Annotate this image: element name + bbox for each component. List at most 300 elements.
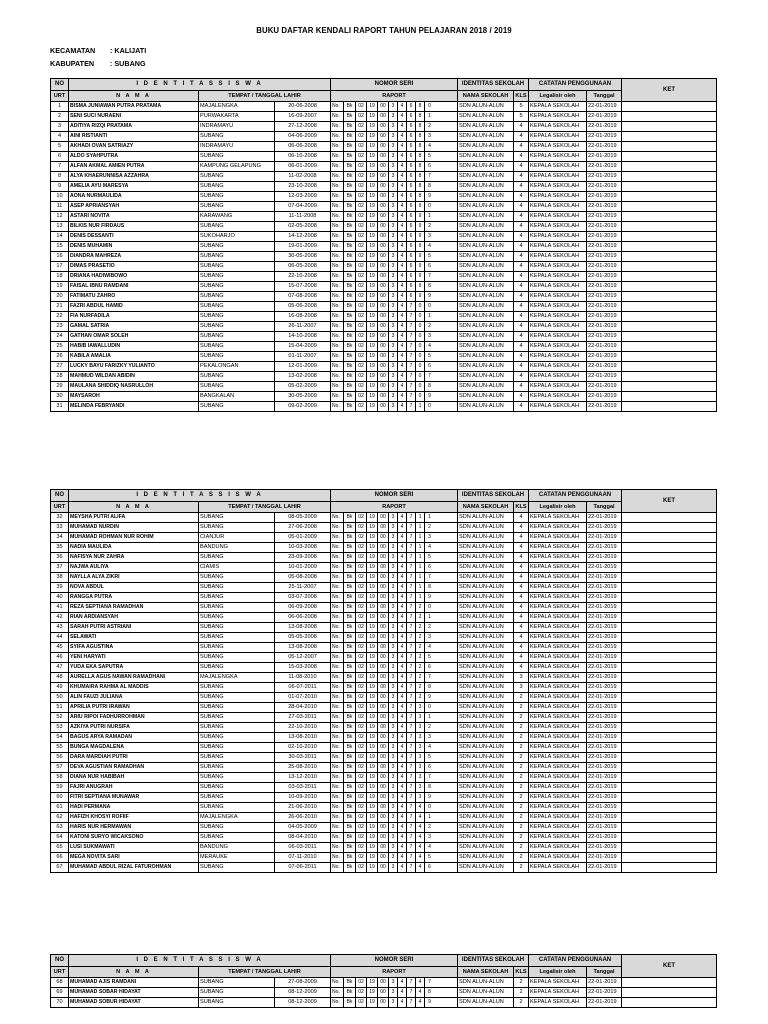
birth-date: 02-05-2008 xyxy=(275,222,331,232)
row-number: 63 xyxy=(51,823,69,833)
class-level: 4 xyxy=(514,152,529,162)
ket-cell xyxy=(622,603,717,613)
serial-part: 02 xyxy=(356,102,367,111)
school-name: SDN ALUN-ALUN xyxy=(458,683,514,693)
student-name: RANGGA PUTRA xyxy=(69,593,199,603)
serial-part: 00 xyxy=(378,753,389,762)
serial-part: 3 xyxy=(428,233,431,239)
serial-part: 4 xyxy=(398,102,407,111)
serial-part: 7 xyxy=(407,793,416,802)
serial-part: 4 xyxy=(398,372,407,381)
serial-part: 4 xyxy=(398,302,407,311)
serial-part: 2 xyxy=(416,643,425,652)
serial-number xyxy=(331,312,458,322)
birth-place: SUBANG xyxy=(199,242,275,252)
serial-part: 4 xyxy=(416,863,425,872)
row-number: 55 xyxy=(51,743,69,753)
serial-part: 9 xyxy=(416,242,425,251)
birth-place: MAJALENGKA xyxy=(199,673,275,683)
birth-place: SUBANG xyxy=(199,372,275,382)
serial-part: 00 xyxy=(378,162,389,171)
row-number: 40 xyxy=(51,593,69,603)
student-name: APRILIA PUTRI IRAWAN xyxy=(69,703,199,713)
row-number: 14 xyxy=(51,232,69,242)
serial-number xyxy=(331,773,458,783)
serial-part: 00 xyxy=(378,553,389,562)
serial-part: 00 xyxy=(378,823,389,832)
legalized-by: KEPALA SEKOLAH xyxy=(529,978,587,988)
serial-part: 7 xyxy=(428,774,431,780)
birth-date: 15-04-2009 xyxy=(275,342,331,352)
ket-cell xyxy=(622,763,717,773)
legalized-by: KEPALA SEKOLAH xyxy=(529,713,587,723)
serial-part: 0 xyxy=(416,322,425,331)
serial-part: No. xyxy=(331,232,344,241)
serial-number xyxy=(331,803,458,813)
serial-part: No. xyxy=(331,673,344,682)
serial-part: 02 xyxy=(356,653,367,662)
serial-part: 1 xyxy=(428,614,431,620)
row-number: 6 xyxy=(51,152,69,162)
serial-part: 7 xyxy=(407,683,416,692)
usage-date: 22-01-2019 xyxy=(587,703,622,713)
serial-part: 4 xyxy=(398,332,407,341)
table-row xyxy=(51,723,717,733)
serial-number xyxy=(331,152,458,162)
serial-number xyxy=(331,372,458,382)
table-row xyxy=(51,563,717,573)
serial-part: 3 xyxy=(389,533,398,542)
row-number: 48 xyxy=(51,673,69,683)
school-name: SDN ALUN-ALUN xyxy=(458,122,514,132)
serial-part: 3 xyxy=(416,773,425,782)
student-name: AURELLA AGUS NAWAN RAMADHANI xyxy=(69,673,199,683)
birth-date: 20-06-2008 xyxy=(275,102,331,112)
serial-part: 19 xyxy=(367,312,378,321)
usage-date: 22-01-2019 xyxy=(587,212,622,222)
class-level: 4 xyxy=(514,172,529,182)
serial-part: 02 xyxy=(356,172,367,181)
col-raport: RAPORT xyxy=(331,501,458,513)
student-name: ALFAN AKMAL AMIEN PUTRA xyxy=(69,162,199,172)
col-kls: KLS xyxy=(514,501,529,513)
usage-date: 22-01-2019 xyxy=(587,863,622,873)
serial-part: 5 xyxy=(428,854,431,860)
serial-part: 02 xyxy=(356,843,367,852)
serial-part: 4 xyxy=(398,673,407,682)
col-raport: RAPORT xyxy=(331,90,458,102)
birth-date: 16-08-2008 xyxy=(275,312,331,322)
serial-part: No. xyxy=(331,978,344,987)
serial-part: 4 xyxy=(398,998,407,1007)
serial-part: 3 xyxy=(389,172,398,181)
usage-date: 22-01-2019 xyxy=(587,513,622,523)
student-name: DENIS MUHAMIN xyxy=(69,242,199,252)
serial-part: 19 xyxy=(367,392,378,401)
class-level: 2 xyxy=(514,803,529,813)
col-nama-sekolah: NAMA SEKOLAH xyxy=(458,90,514,102)
col-nomor-seri: NOMOR SERI xyxy=(331,490,458,502)
serial-part: 3 xyxy=(389,763,398,772)
serial-part: 7 xyxy=(407,803,416,812)
row-number: 41 xyxy=(51,603,69,613)
serial-part: 3 xyxy=(389,713,398,722)
ket-cell xyxy=(622,998,717,1008)
school-name: SDN ALUN-ALUN xyxy=(458,723,514,733)
birth-date: 04-06-2009 xyxy=(275,132,331,142)
serial-part: No. xyxy=(331,693,344,702)
birth-date: 12-01-2009 xyxy=(275,362,331,372)
serial-part: 19 xyxy=(367,262,378,271)
row-number: 32 xyxy=(51,513,69,523)
serial-number xyxy=(331,232,458,242)
col-catatan: CATATAN PENGGUNAAN xyxy=(529,490,622,502)
table-row xyxy=(51,172,717,182)
school-name: SDN ALUN-ALUN xyxy=(458,653,514,663)
serial-part: 00 xyxy=(378,833,389,842)
serial-part: 6 xyxy=(407,232,416,241)
serial-part: 19 xyxy=(367,242,378,251)
serial-part: 4 xyxy=(398,322,407,331)
col-ket: KET xyxy=(622,79,717,102)
birth-place: SUBANG xyxy=(199,192,275,202)
col-tanggal: Tanggal xyxy=(587,966,622,978)
header-row-sub xyxy=(51,966,717,978)
serial-number xyxy=(331,112,458,122)
table-row xyxy=(51,112,717,122)
row-number: 19 xyxy=(51,282,69,292)
student-name: ARIU RIPOI FADHURROHMAN xyxy=(69,713,199,723)
serial-part: 19 xyxy=(367,978,378,987)
student-name: MAULANA SHIDDIQ NASRULLOH xyxy=(69,382,199,392)
school-name: SDN ALUN-ALUN xyxy=(458,613,514,623)
serial-part: 19 xyxy=(367,803,378,812)
serial-part: 7 xyxy=(428,273,431,279)
birth-date: 23-10-2008 xyxy=(275,182,331,192)
school-name: SDN ALUN-ALUN xyxy=(458,342,514,352)
serial-part: 4 xyxy=(398,132,407,141)
serial-part: No. xyxy=(331,372,344,381)
table-row xyxy=(51,142,717,152)
serial-part: 3 xyxy=(389,262,398,271)
serial-part: 19 xyxy=(367,192,378,201)
serial-part: 02 xyxy=(356,583,367,592)
table-row xyxy=(51,988,717,998)
student-name: MELINDA FEBRYANDI xyxy=(69,402,199,412)
serial-part: Bk xyxy=(344,713,356,722)
serial-part: No. xyxy=(331,563,344,572)
serial-part: 19 xyxy=(367,533,378,542)
table-row xyxy=(51,683,717,693)
birth-date: 11-08-2010 xyxy=(275,673,331,683)
serial-part: 00 xyxy=(378,593,389,602)
serial-part: 4 xyxy=(398,773,407,782)
class-level: 2 xyxy=(514,853,529,863)
kabupaten-value: : SUBANG xyxy=(110,59,146,68)
serial-part: 9 xyxy=(416,292,425,301)
serial-part: 4 xyxy=(398,643,407,652)
birth-date: 01-11-2007 xyxy=(275,352,331,362)
table-row xyxy=(51,703,717,713)
class-level: 2 xyxy=(514,693,529,703)
row-number: 11 xyxy=(51,202,69,212)
serial-part: 02 xyxy=(356,402,367,411)
serial-part: 7 xyxy=(407,723,416,732)
birth-date: 03-03-2011 xyxy=(275,783,331,793)
class-level: 2 xyxy=(514,823,529,833)
class-level: 2 xyxy=(514,793,529,803)
serial-part: 19 xyxy=(367,202,378,211)
serial-part: No. xyxy=(331,192,344,201)
usage-date: 22-01-2019 xyxy=(587,583,622,593)
school-name: SDN ALUN-ALUN xyxy=(458,783,514,793)
serial-number xyxy=(331,843,458,853)
ket-cell xyxy=(622,292,717,302)
serial-part: No. xyxy=(331,262,344,271)
serial-part: 2 xyxy=(428,824,431,830)
student-name: MEYSHA PUTRI ALIFA xyxy=(69,513,199,523)
serial-number xyxy=(331,833,458,843)
col-legalisir: Legalisir oleh xyxy=(529,501,587,513)
serial-part: 00 xyxy=(378,202,389,211)
serial-part: 3 xyxy=(428,133,431,139)
header-row-top xyxy=(51,79,717,91)
serial-part: 7 xyxy=(407,633,416,642)
usage-date: 22-01-2019 xyxy=(587,833,622,843)
student-name: YUDA EKA SAPUTRA xyxy=(69,663,199,673)
row-number: 20 xyxy=(51,292,69,302)
serial-part: 9 xyxy=(428,293,431,299)
serial-part: 19 xyxy=(367,322,378,331)
serial-part: 4 xyxy=(428,744,431,750)
birth-date: 06-03-2011 xyxy=(275,843,331,853)
serial-part: Bk xyxy=(344,372,356,381)
birth-date: 03-07-2008 xyxy=(275,593,331,603)
serial-part: 7 xyxy=(407,513,416,522)
serial-part: 19 xyxy=(367,633,378,642)
serial-part: 19 xyxy=(367,382,378,391)
serial-part: 1 xyxy=(416,533,425,542)
table-row xyxy=(51,753,717,763)
serial-part: 3 xyxy=(389,222,398,231)
serial-part: 4 xyxy=(398,142,407,151)
serial-part: 3 xyxy=(389,823,398,832)
usage-date: 22-01-2019 xyxy=(587,563,622,573)
birth-date: 07-11-2010 xyxy=(275,853,331,863)
row-number: 24 xyxy=(51,332,69,342)
row-number: 21 xyxy=(51,302,69,312)
serial-part: 4 xyxy=(398,513,407,522)
row-number: 43 xyxy=(51,623,69,633)
serial-part: 0 xyxy=(428,403,431,409)
serial-part: 4 xyxy=(398,122,407,131)
usage-date: 22-01-2019 xyxy=(587,623,622,633)
usage-date: 22-01-2019 xyxy=(587,713,622,723)
serial-part: 02 xyxy=(356,312,367,321)
row-number: 4 xyxy=(51,132,69,142)
serial-part: 3 xyxy=(428,734,431,740)
usage-date: 22-01-2019 xyxy=(587,302,622,312)
ket-cell xyxy=(622,633,717,643)
table-row xyxy=(51,152,717,162)
birth-place: SUBANG xyxy=(199,633,275,643)
serial-part: 19 xyxy=(367,653,378,662)
serial-part: No. xyxy=(331,643,344,652)
class-level: 4 xyxy=(514,212,529,222)
student-name: ASEP APRIANSYAH xyxy=(69,202,199,212)
ket-cell xyxy=(622,192,717,202)
serial-part: 00 xyxy=(378,793,389,802)
serial-part: 00 xyxy=(378,643,389,652)
class-level: 4 xyxy=(514,543,529,553)
birth-date: 08-12-2009 xyxy=(275,998,331,1008)
header-row-sub xyxy=(51,90,717,102)
serial-part: 6 xyxy=(407,272,416,281)
school-name: SDN ALUN-ALUN xyxy=(458,593,514,603)
serial-number xyxy=(331,853,458,863)
legalized-by: KEPALA SEKOLAH xyxy=(529,242,587,252)
usage-date: 22-01-2019 xyxy=(587,292,622,302)
serial-part: No. xyxy=(331,603,344,612)
class-level: 4 xyxy=(514,563,529,573)
row-number: 22 xyxy=(51,312,69,322)
serial-part: 4 xyxy=(416,988,425,997)
serial-part: 00 xyxy=(378,402,389,411)
serial-part: 7 xyxy=(407,392,416,401)
birth-place: CIANJUR xyxy=(199,533,275,543)
legalized-by: KEPALA SEKOLAH xyxy=(529,252,587,262)
col-identitas-sekolah: IDENTITAS SEKOLAH xyxy=(458,79,529,91)
class-level: 4 xyxy=(514,282,529,292)
serial-part: 9 xyxy=(416,222,425,231)
ket-cell xyxy=(622,863,717,873)
serial-part: 00 xyxy=(378,803,389,812)
birth-place: INDRAMAYU xyxy=(199,122,275,132)
birth-place: SUBANG xyxy=(199,172,275,182)
school-name: SDN ALUN-ALUN xyxy=(458,843,514,853)
birth-date: 22-10-2010 xyxy=(275,723,331,733)
student-name: MUHAMAD SOBAR HIDAYAT xyxy=(69,988,199,998)
row-number: 8 xyxy=(51,172,69,182)
serial-part: 19 xyxy=(367,593,378,602)
birth-date: 08-12-2009 xyxy=(275,988,331,998)
serial-part: 0 xyxy=(428,103,431,109)
row-number: 16 xyxy=(51,252,69,262)
ket-cell xyxy=(622,312,717,322)
serial-part: 5 xyxy=(428,353,431,359)
legalized-by: KEPALA SEKOLAH xyxy=(529,262,587,272)
serial-part: 7 xyxy=(407,302,416,311)
serial-part: 02 xyxy=(356,623,367,632)
serial-part: 00 xyxy=(378,978,389,987)
legalized-by: KEPALA SEKOLAH xyxy=(529,232,587,242)
col-identitas-sekolah: IDENTITAS SEKOLAH xyxy=(458,490,529,502)
serial-part: Bk xyxy=(344,112,356,121)
ket-cell xyxy=(622,703,717,713)
serial-part: 1 xyxy=(416,563,425,572)
serial-part: Bk xyxy=(344,593,356,602)
serial-part: 3 xyxy=(389,623,398,632)
serial-part: 19 xyxy=(367,773,378,782)
birth-date: 10-01-2009 xyxy=(275,563,331,573)
serial-part: 3 xyxy=(389,978,398,987)
serial-part: 3 xyxy=(389,583,398,592)
serial-part: 4 xyxy=(398,653,407,662)
serial-part: 4 xyxy=(398,202,407,211)
row-number: 13 xyxy=(51,222,69,232)
serial-part: No. xyxy=(331,623,344,632)
serial-part: 02 xyxy=(356,573,367,582)
usage-date: 22-01-2019 xyxy=(587,653,622,663)
row-number: 31 xyxy=(51,402,69,412)
serial-number xyxy=(331,653,458,663)
legalized-by: KEPALA SEKOLAH xyxy=(529,813,587,823)
legalized-by: KEPALA SEKOLAH xyxy=(529,733,587,743)
serial-part: 4 xyxy=(398,793,407,802)
row-number: 36 xyxy=(51,553,69,563)
serial-part: 3 xyxy=(389,793,398,802)
serial-part: 3 xyxy=(389,102,398,111)
serial-part: 3 xyxy=(389,703,398,712)
serial-part: 00 xyxy=(378,102,389,111)
serial-part: 7 xyxy=(407,583,416,592)
serial-part: 8 xyxy=(428,183,431,189)
table-row xyxy=(51,613,717,623)
serial-part: 4 xyxy=(398,703,407,712)
serial-part: 02 xyxy=(356,262,367,271)
class-level: 4 xyxy=(514,643,529,653)
serial-part: 19 xyxy=(367,272,378,281)
serial-part: 4 xyxy=(428,343,431,349)
serial-part: 3 xyxy=(389,653,398,662)
serial-part: 4 xyxy=(416,998,425,1007)
legalized-by: KEPALA SEKOLAH xyxy=(529,392,587,402)
serial-number xyxy=(331,623,458,633)
serial-number xyxy=(331,222,458,232)
legalized-by: KEPALA SEKOLAH xyxy=(529,322,587,332)
serial-part: 4 xyxy=(398,833,407,842)
student-table-2 xyxy=(50,489,717,873)
serial-part: 7 xyxy=(407,402,416,411)
col-identitas-siswa: I D E N T I T A S S I S W A xyxy=(69,490,331,502)
birth-date: 02-10-2010 xyxy=(275,743,331,753)
row-number: 10 xyxy=(51,192,69,202)
serial-part: 1 xyxy=(428,313,431,319)
serial-part: Bk xyxy=(344,152,356,161)
school-name: SDN ALUN-ALUN xyxy=(458,202,514,212)
serial-part: 7 xyxy=(407,352,416,361)
birth-place: PURWAKARTA xyxy=(199,112,275,122)
serial-number xyxy=(331,322,458,332)
birth-place: SUBANG xyxy=(199,272,275,282)
ket-cell xyxy=(622,132,717,142)
school-name: SDN ALUN-ALUN xyxy=(458,563,514,573)
legalized-by: KEPALA SEKOLAH xyxy=(529,372,587,382)
serial-part: 7 xyxy=(407,673,416,682)
serial-part: 02 xyxy=(356,683,367,692)
serial-part: 3 xyxy=(389,693,398,702)
birth-place: SUBANG xyxy=(199,763,275,773)
usage-date: 22-01-2019 xyxy=(587,843,622,853)
serial-part: 19 xyxy=(367,352,378,361)
serial-part: 3 xyxy=(389,272,398,281)
table-row xyxy=(51,322,717,332)
serial-part: 5 xyxy=(428,554,431,560)
serial-number xyxy=(331,563,458,573)
table-row xyxy=(51,122,717,132)
serial-part: No. xyxy=(331,252,344,261)
class-level: 4 xyxy=(514,513,529,523)
